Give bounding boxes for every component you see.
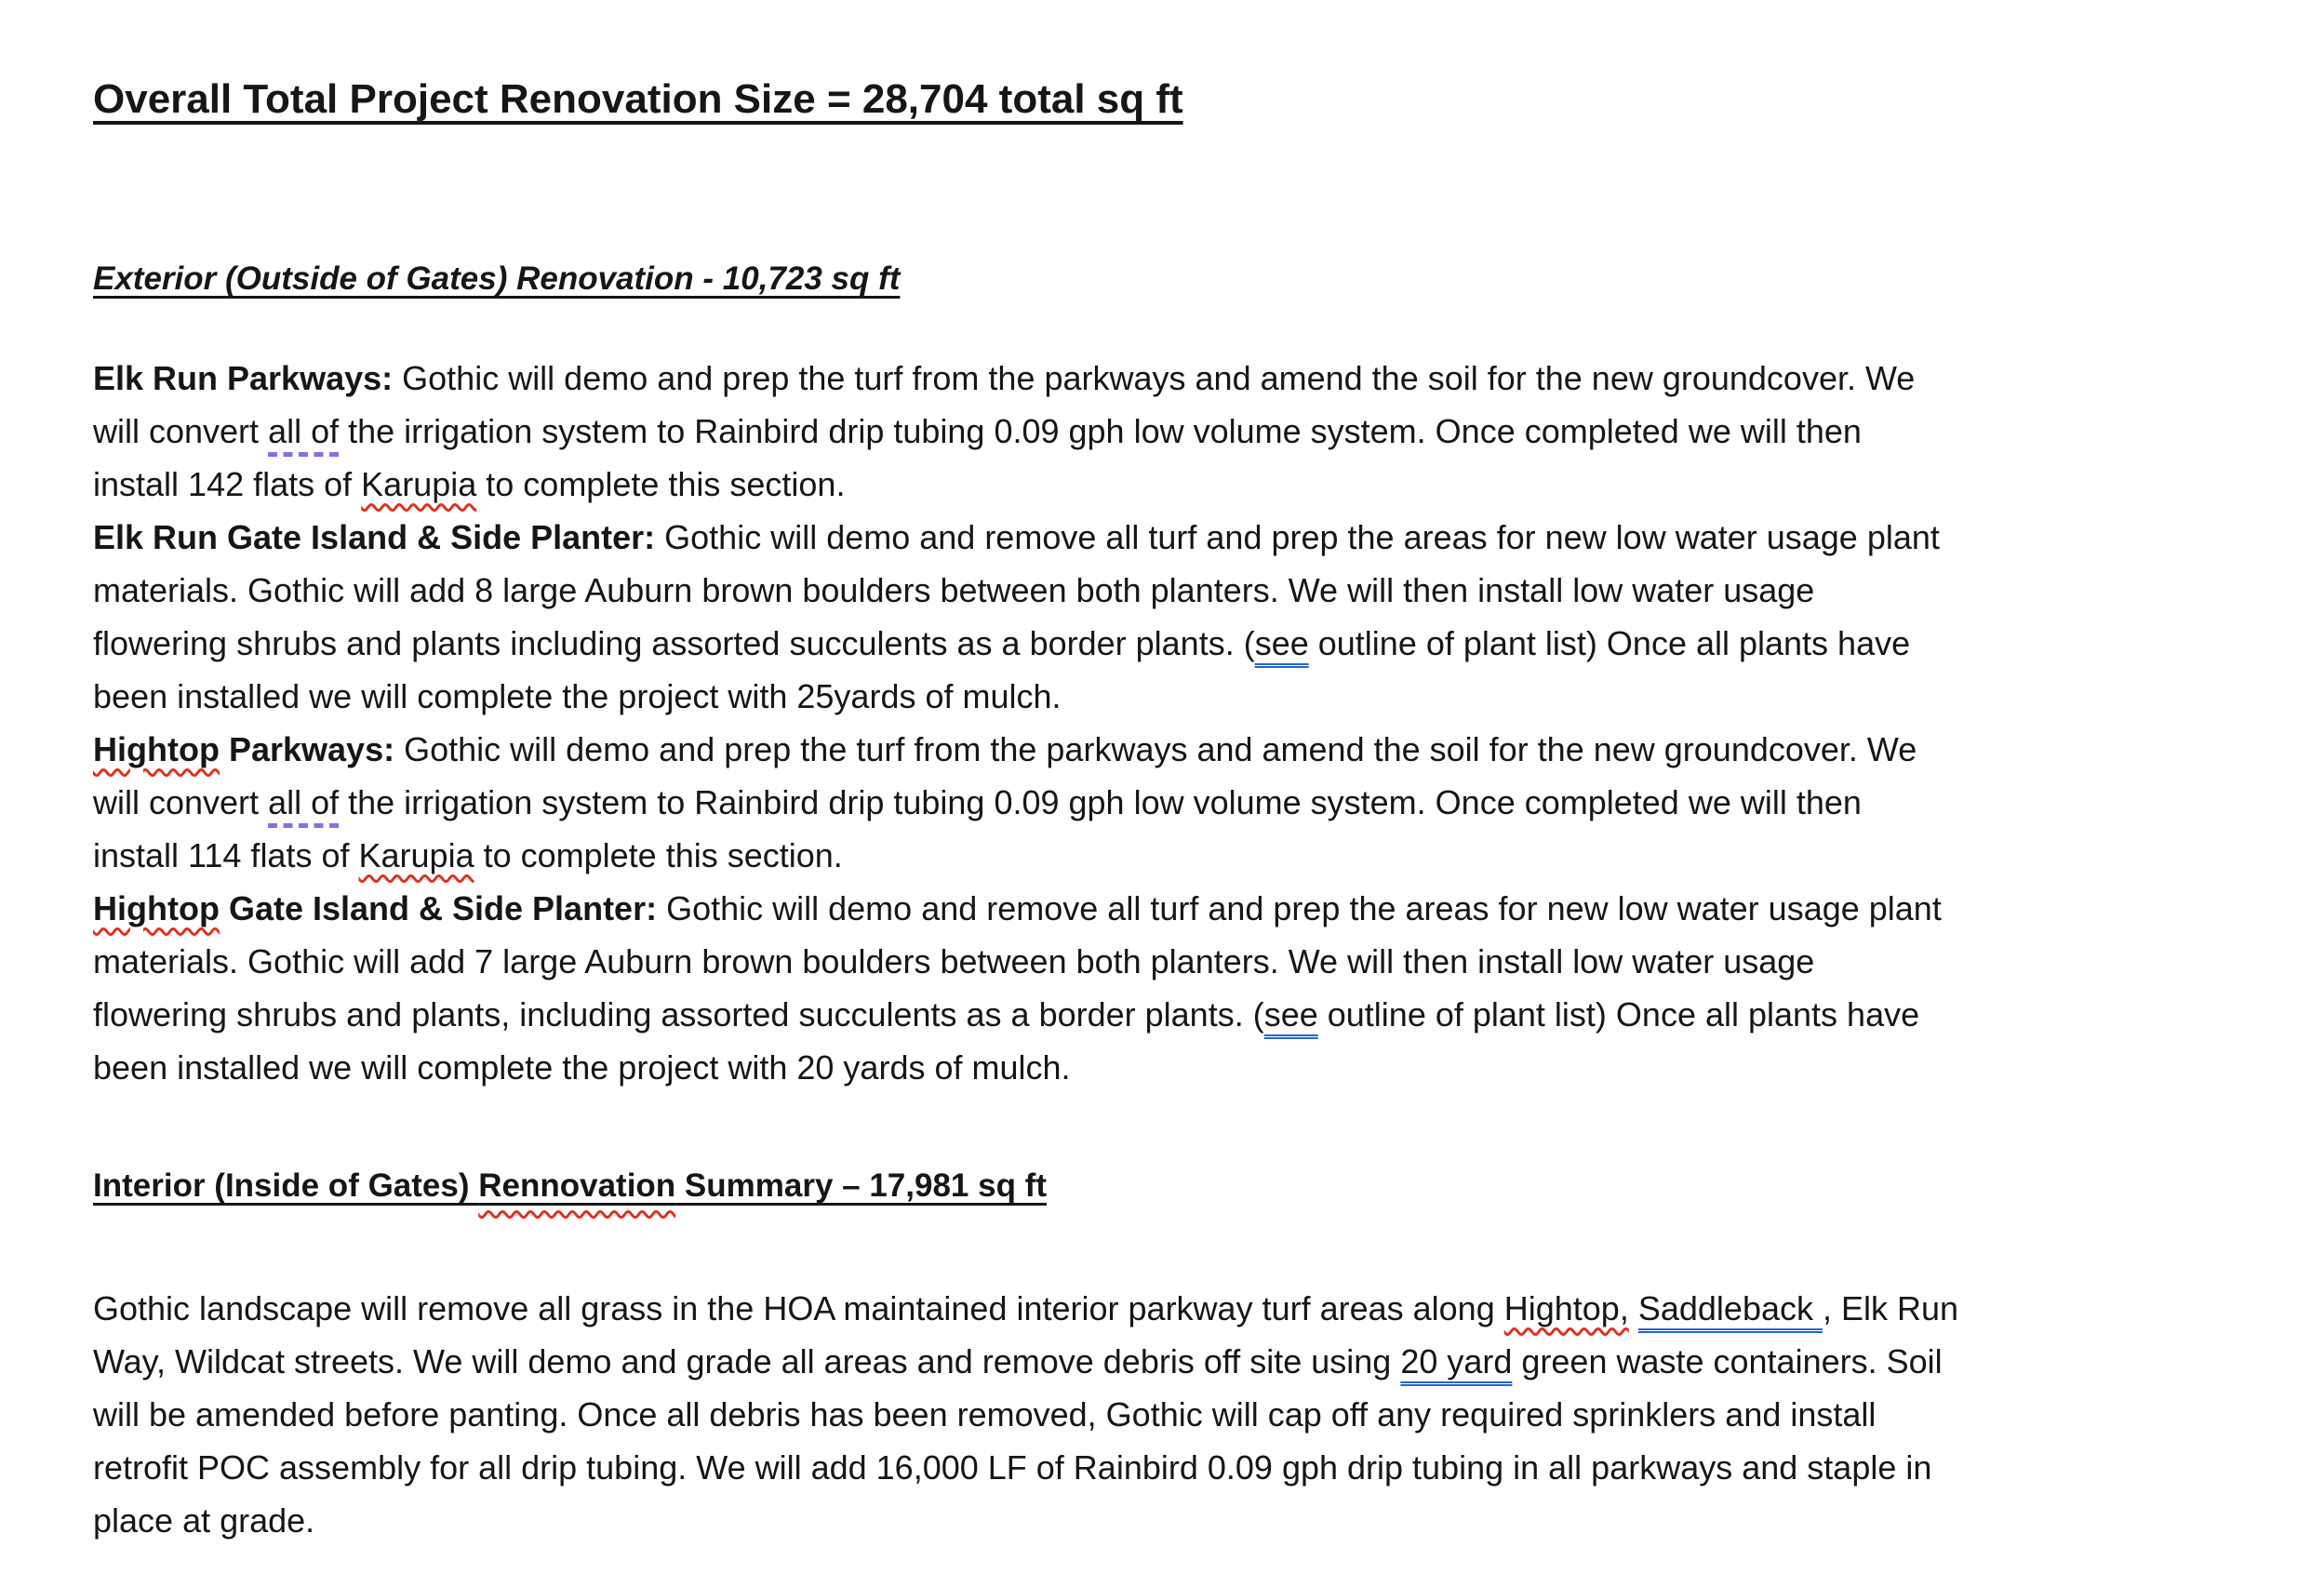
paragraph-elk-run-parkways-line-3 [93,458,2242,511]
paragraph-interior-summary-line-1 [93,1282,2242,1335]
text-run: Parkways: [219,730,395,768]
proofing-mark-spell: Hightop, [1503,1289,1629,1327]
text-run: will convert [93,783,269,821]
text-run: Exterior (Outside of Gates) Renovation - 10,723 sq ft [93,260,901,297]
proofing-mark-double: 20 yard [1400,1342,1513,1380]
paragraph-interior-summary-line-5 [93,1494,2242,1547]
paragraph-elk-run-parkways [93,352,2242,511]
exterior-section-heading [93,252,2242,305]
proofing-mark-dash: all of [268,783,340,821]
paragraph-hightop-parkways-line-1 [93,723,2242,776]
text-run: flowering shrubs and plants including assorted succulents as a border plants. ( [93,624,1255,662]
text-run: install 142 flats of [93,465,362,503]
proofing-mark-double: see [1263,995,1318,1034]
paragraph-hightop-gate-island-line-1 [93,882,2242,935]
proofing-mark-double: see [1254,624,1309,662]
paragraph-interior-summary-line-4 [93,1441,2242,1494]
text-run: flowering shrubs and plants, including assorted succulents as a border plants. ( [93,995,1264,1034]
text-run: Elk Run Parkways: [93,359,394,397]
paragraph-hightop-gate-island-line-3 [93,988,2242,1041]
paragraph-hightop-gate-island-line-2 [93,935,2242,988]
paragraph-interior-summary-line-3 [93,1388,2242,1441]
exterior-section-heading-line-1 [93,252,2242,305]
doc-title-line-1 [93,73,2242,127]
paragraph-elk-run-parkways-line-1 [93,352,2242,405]
text-run: the irrigation system to Rainbird drip tubing 0.09 gph low volume system. Once completed we will then [339,783,1862,821]
paragraph-elk-run-gate-island-line-3 [93,617,2242,670]
text-run: materials. Gothic will add 7 large Auburn brown boulders between both planters. We will then install low water usage [93,942,1815,980]
text-run: Gate Island & Side Planter: [219,889,658,927]
text-run: been installed we will complete the project with 25yards of mulch. [93,677,1062,715]
text-run: will be amended before panting. Once all debris has been removed, Gothic will cap off any required sprinklers and install [93,1395,1877,1434]
doc-title [93,73,2242,127]
text-run: Overall Total Project Renovation Size = 28,704 total sq ft [93,76,1183,122]
text-run: Gothic landscape will remove all grass in the HOA maintained interior parkway turf areas along [93,1289,1504,1327]
text-run: been installed we will complete the project with 20 yards of mulch. [93,1048,1071,1087]
text-run: place at grade. [93,1501,315,1540]
text-run: , Elk Run [1822,1289,1959,1327]
text-run: outline of plant list) Once all plants have [1308,624,1911,662]
paragraph-hightop-gate-island-line-4 [93,1041,2242,1094]
text-run: the irrigation system to Rainbird drip tubing 0.09 gph low volume system. Once completed we will then [339,412,1862,450]
text-run: Interior (Inside of Gates) [93,1167,479,1204]
text-run [1629,1289,1638,1327]
proofing-mark-spell: Hightop [93,730,220,768]
proofing-mark-dash: all of [268,412,340,450]
text-run: retrofit POC assembly for all drip tubing. We will add 16,000 LF of Rainbird 0.09 gph drip tubing in all parkways and staple in [93,1448,1932,1487]
paragraph-elk-run-gate-island [93,511,2242,723]
paragraph-hightop-parkways-line-3 [93,829,2242,882]
proofing-mark-spell: Karupia [361,465,477,503]
interior-section-heading-line-1 [93,1159,2242,1212]
paragraph-interior-summary-line-2 [93,1335,2242,1388]
proofing-mark-double: Saddleback [1637,1289,1823,1327]
text-run: Gothic will demo and prep the turf from the parkways and amend the soil for the new groundcover. We [393,359,1916,397]
proofing-mark-spell: Karupia [358,836,474,874]
paragraph-interior-summary [93,1282,2242,1547]
text-run: outline of plant list) Once all plants have [1317,995,1920,1034]
text-run: Elk Run Gate Island & Side Planter: [93,518,656,556]
text-run: Way, Wildcat streets. We will demo and grade all areas and remove debris off site using [93,1342,1401,1380]
paragraph-hightop-parkways [93,723,2242,882]
text-run: to complete this section. [476,465,846,503]
text-run: Gothic will demo and prep the turf from the parkways and amend the soil for the new groundcover. We [394,730,1917,768]
interior-section-heading [93,1159,2242,1212]
text-run: Summary – 17,981 sq ft [675,1167,1047,1204]
text-run: Gothic will demo and remove all turf and prep the areas for new low water usage plant [657,889,1942,927]
text-run: green waste containers. Soil [1512,1342,1943,1380]
text-run: will convert [93,412,269,450]
paragraph-hightop-parkways-line-2 [93,776,2242,829]
paragraph-hightop-gate-island [93,882,2242,1094]
paragraph-elk-run-parkways-line-2 [93,405,2242,458]
text-run: install 114 flats of [93,836,359,874]
text-run: to complete this section. [474,836,843,874]
paragraph-elk-run-gate-island-line-1 [93,511,2242,564]
text-run: materials. Gothic will add 8 large Auburn brown boulders between both planters. We will then install low water usage [93,571,1815,609]
proofing-mark-spell: Rennovation [478,1167,676,1204]
proofing-mark-spell: Hightop [93,889,220,927]
paragraph-elk-run-gate-island-line-4 [93,670,2242,723]
paragraph-elk-run-gate-island-line-2 [93,564,2242,617]
text-run: Gothic will demo and remove all turf and prep the areas for new low water usage plant [655,518,1940,556]
